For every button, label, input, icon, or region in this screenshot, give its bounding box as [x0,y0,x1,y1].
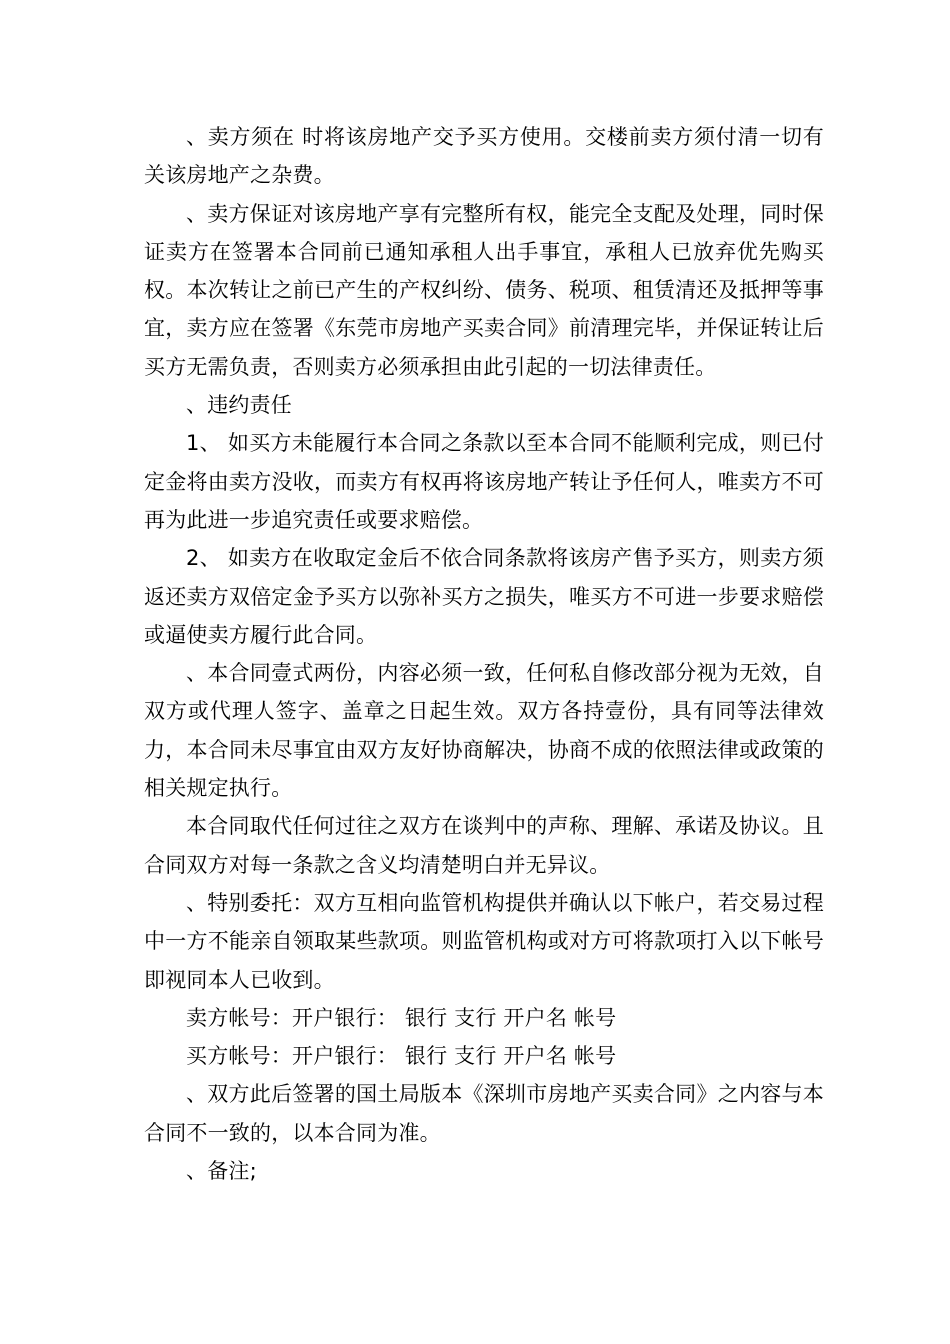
paragraph-buyer-breach: 1、 如买方未能履行本合同之条款以至本合同不能顺利完成，则已付定金将由卖方没收，而卖方有权再将该房地产转让予任何人，唯卖方不可再为此进一步追究责任或要求赔偿。 [144,431,824,532]
paragraph-delivery-clause: 、卖方须在 时将该房地产交予买方使用。交楼前卖方须付清一切有关该房地产之杂费。 [144,125,824,188]
paragraph-precedence-clause: 、双方此后签署的国土局版本《深圳市房地产买卖合同》之内容与本合同不一致的，以本合同为准。 [144,1082,824,1145]
paragraph-breach-heading: 、违约责任 [186,393,292,418]
paragraph-special-entrustment: 、特别委托：双方互相向监管机构提供并确认以下帐户，若交易过程中一方不能亲自领取某些款项。则监管机构或对方可将款项打入以下帐号即视同本人已收到。 [144,890,824,992]
paragraph-seller-account: 卖方帐号：开户银行： 银行 支行 开户名 帐号 [186,1005,617,1030]
document-body [144,118,824,1190]
paragraph-copies-validity: 、本合同壹式两份，内容必须一致，任何私自修改部分视为无效，自双方或代理人签字、盖章之日起生效。双方各持壹份，具有同等法律效力，本合同未尽事宜由双方友好协商解决，协商不成的依照法律或政策的相关规定执行。 [144,661,824,801]
paragraph-remarks: 、备注; [186,1159,257,1184]
paragraph-supersede-clause: 本合同取代任何过往之双方在谈判中的声称、理解、承诺及协议。且合同双方对每一条款之含义均清楚明白并无异议。 [144,814,824,877]
paragraph-buyer-account: 买方帐号：开户银行： 银行 支行 开户名 帐号 [186,1044,617,1069]
paragraph-seller-breach: 2、 如卖方在收取定金后不依合同条款将该房产售予买方，则卖方须返还卖方双倍定金予买方以弥补买方之损失，唯买方不可进一步要求赔偿或逼使卖方履行此合同。 [144,546,824,647]
paragraph-ownership-guarantee: 、卖方保证对该房地产享有完整所有权，能完全支配及处理，同时保证卖方在签署本合同前已通知承租人出手事宜，承租人已放弃优先购买权。本次转让之前已产生的产权纠纷、债务、税项、租赁清还及抵押等事宜，卖方应在签署《东莞市房地产买卖合同》前清理完毕，并保证转让后买方无需负责，否则卖方必须承担由此引起的一切法律责任。 [144,201,824,379]
